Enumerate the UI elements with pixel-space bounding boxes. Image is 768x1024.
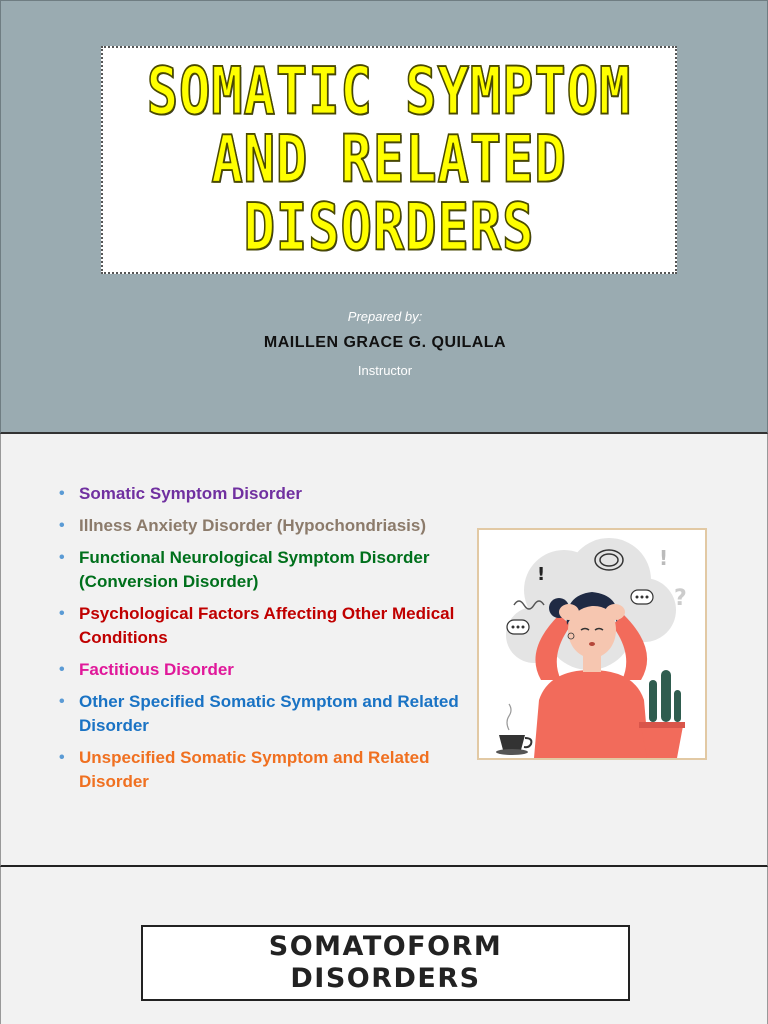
topic-list (59, 482, 459, 802)
author-name: MAILLEN GRACE G. QUILALA (263, 334, 507, 351)
topic-item: • Psychological Factors Affecting Other Medical Conditions (59, 602, 459, 650)
topic-item: • Unspecified Somatic Symptom and Related Disorder (59, 746, 459, 794)
title-line-3: DISORDERS (243, 190, 535, 266)
section-heading-line-2: DISORDERS (290, 963, 481, 994)
author-role: Instructor (357, 363, 413, 378)
svg-text:!: ! (659, 546, 669, 570)
section-slide (0, 867, 768, 1024)
section-heading-box (141, 925, 630, 1001)
title-line-1: SOMATIC SYMPTOM (146, 54, 632, 130)
topic-item: • Illness Anxiety Disorder (Hypochondriasis) (59, 514, 459, 538)
svg-text:!: ! (537, 564, 546, 585)
topic-item: • Factitious Disorder (59, 658, 459, 682)
stressed-person-illustration (477, 528, 707, 760)
title-slide (0, 0, 768, 434)
stressed-person-drawing (479, 530, 705, 758)
topic-item: • Functional Neurological Symptom Disorder (Conversion Disorder) (59, 546, 459, 594)
topic-item: • Other Specified Somatic Symptom and Related Disorder (59, 690, 459, 738)
title-box (101, 46, 677, 274)
prepared-by-label: Prepared by: (347, 309, 423, 324)
topic-item: • Somatic Symptom Disorder (59, 482, 459, 506)
svg-text:?: ? (674, 586, 687, 611)
topics-slide (0, 434, 768, 867)
section-heading-line-1: SOMATOFORM (268, 931, 503, 962)
title-line-2: AND RELATED (211, 122, 567, 198)
